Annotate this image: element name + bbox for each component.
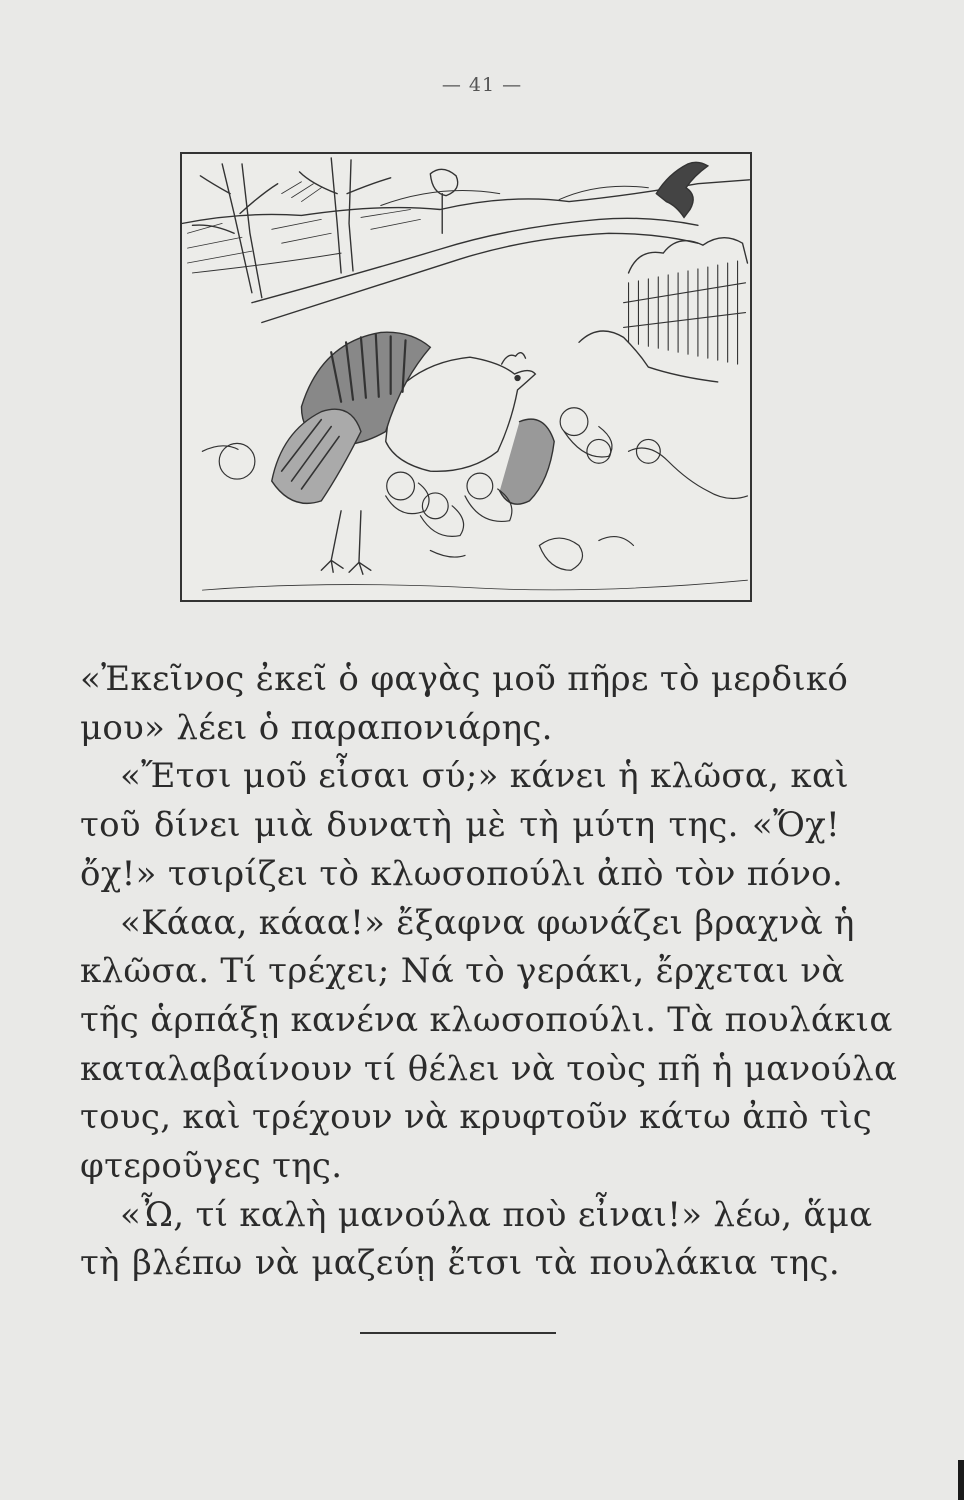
end-rule xyxy=(360,1332,556,1334)
text-line: «Ἔτσι μοῦ εἶσαι σύ;» κάνει ἡ κλῶσα, καὶ xyxy=(120,756,849,797)
text-line: «Ἐκεῖνος ἐκεῖ ὁ φαγὰς μοῦ πῆρε τὸ μερδικό xyxy=(80,659,849,699)
page-number: — 41 — xyxy=(441,74,523,96)
text-line: τους, καὶ τρέχουν νὰ κρυφτοῦν κάτω ἀπὸ τὶς xyxy=(80,1097,873,1138)
text-line: κλῶσα. Τί τρέχει; Νά τὸ γεράκι, ἔρχεται νὰ xyxy=(80,951,845,992)
engraving-drawing xyxy=(182,154,750,600)
text-line: «Ὦ, τί καλὴ μανούλα ποὺ εἶναι!» λέω, ἅμα xyxy=(120,1194,873,1235)
text-line: ὄχ!» τσιρίζει τὸ κλωσοπούλι ἀπὸ τὸν πόνο. xyxy=(80,853,844,894)
text-line: τὴ βλέπω νὰ μαζεύῃ ἔτσι τὰ πουλάκια της. xyxy=(80,1243,840,1284)
story-text xyxy=(80,655,898,1288)
text-line: μου» λέει ὁ παραπονιάρης. xyxy=(80,707,553,748)
text-line: τοῦ δίνει μιὰ δυνατὴ μὲ τὴ μύτη της. «Ὄχ! xyxy=(80,805,840,846)
page-edge-mark xyxy=(958,1460,964,1500)
text-line: «Κάαα, κάαα!» ἔξαφνα φωνάζει βραχνὰ ἡ xyxy=(120,902,855,943)
text-line: καταλαβαίνουν τί θέλει νὰ τοὺς πῆ ἡ μανούλα xyxy=(80,1048,898,1089)
hen-chicks-illustration xyxy=(180,152,752,602)
text-line: τῆς ἁρπάξῃ κανένα κλωσοπούλι. Τὰ πουλάκια xyxy=(80,999,893,1040)
text-line: φτεροῦγες της. xyxy=(80,1146,343,1187)
